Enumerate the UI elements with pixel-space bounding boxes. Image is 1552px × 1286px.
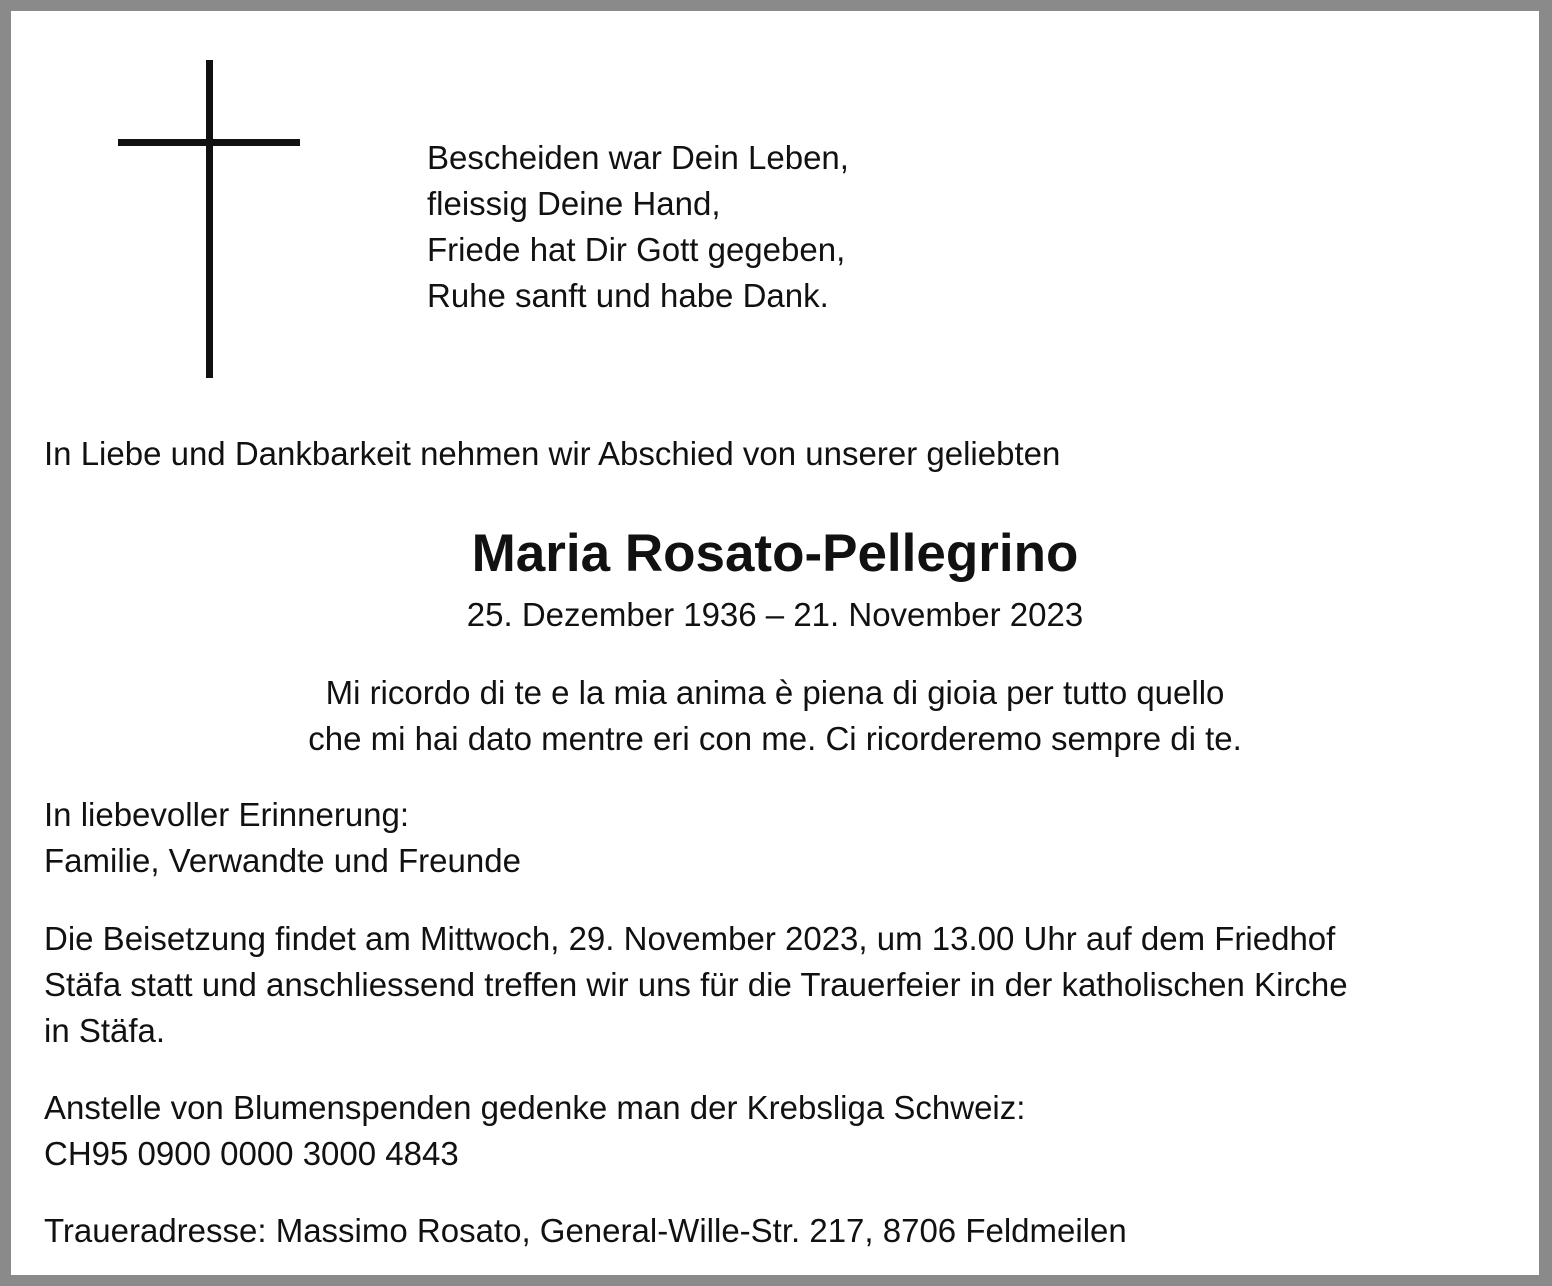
poem-line: Bescheiden war Dein Leben, bbox=[427, 139, 849, 176]
poem-line: Friede hat Dir Gott gegeben, bbox=[427, 231, 846, 268]
mourning-address bbox=[44, 1208, 1127, 1254]
quote-line: che mi hai dato mentre eri con me. Ci ricorderemo sempre di te. bbox=[308, 720, 1242, 757]
italian-quote bbox=[11, 670, 1539, 762]
poem-line: fleissig Deine Hand, bbox=[427, 185, 721, 222]
remembrance-block bbox=[44, 792, 521, 884]
cross-vertical-bar bbox=[206, 60, 213, 378]
life-dates: 25. Dezember 1936 – 21. November 2023 bbox=[466, 596, 1084, 633]
remembrance-line: Familie, Verwandte und Freunde bbox=[44, 842, 521, 879]
cross-horizontal-bar bbox=[118, 139, 300, 146]
funeral-info bbox=[44, 916, 1348, 1054]
deceased-name: Maria Rosato-Pellegrino bbox=[471, 524, 1079, 583]
donation-iban: CH95 0900 0000 3000 4843 bbox=[44, 1135, 459, 1172]
quote-line: Mi ricordo di te e la mia anima è piena di gioia per tutto quello bbox=[325, 674, 1225, 711]
obituary-notice bbox=[11, 11, 1539, 1275]
poem bbox=[427, 135, 849, 319]
funeral-line: in Stäfa. bbox=[44, 1012, 166, 1049]
address-line: Traueradresse: Massimo Rosato, General-Wille-Str. 217, 8706 Feldmeilen bbox=[44, 1212, 1127, 1249]
poem-line: Ruhe sanft und habe Dank. bbox=[427, 277, 829, 314]
intro-text: In Liebe und Dankbarkeit nehmen wir Abschied von unserer geliebten bbox=[44, 435, 1061, 472]
donation-line: Anstelle von Blumenspenden gedenke man der Krebsliga Schweiz: bbox=[44, 1089, 1026, 1126]
donation-info bbox=[44, 1085, 1025, 1177]
remembrance-line: In liebevoller Erinnerung: bbox=[44, 796, 410, 833]
funeral-line: Stäfa statt und anschliessend treffen wir uns für die Trauerfeier in der katholischen Kirche bbox=[44, 966, 1348, 1003]
funeral-line: Die Beisetzung findet am Mittwoch, 29. November 2023, um 13.00 Uhr auf dem Friedhof bbox=[44, 920, 1336, 957]
